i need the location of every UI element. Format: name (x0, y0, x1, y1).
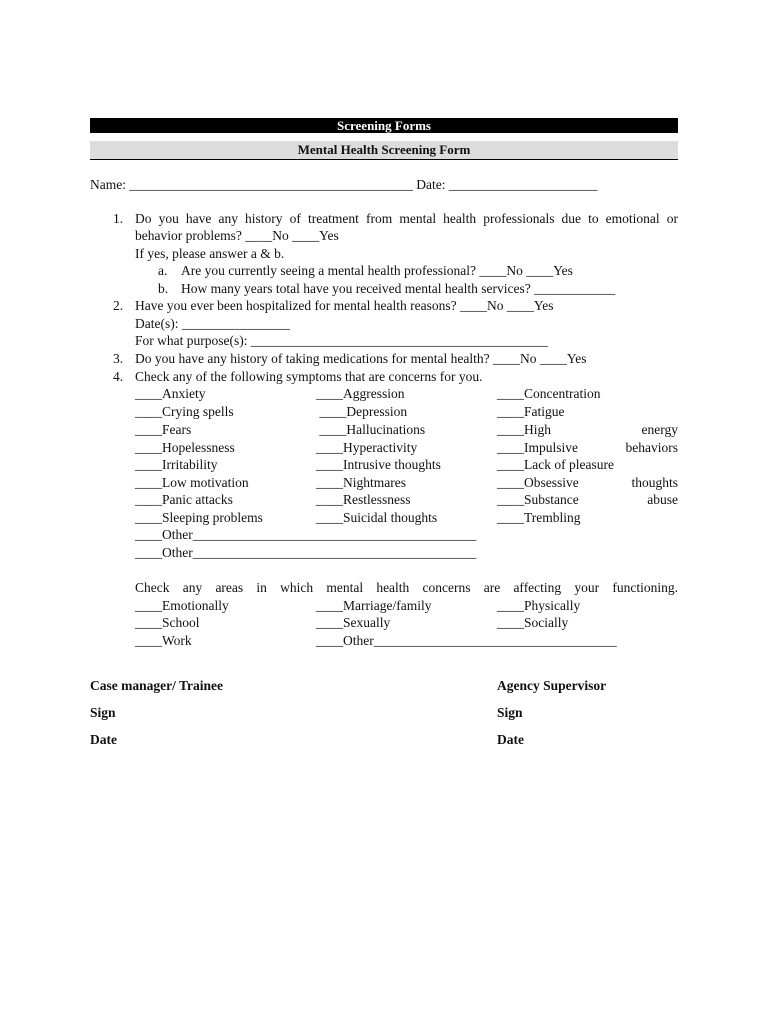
area-socially: ____Socially (497, 615, 569, 630)
symptom-irritability: ____Irritability (135, 457, 218, 472)
symptom-other-2: ____Other__________________________________________ (135, 545, 477, 560)
q1b-label: b. (158, 281, 169, 296)
section-title-bar (90, 118, 678, 133)
q1b-text: How many years total have you received mental health services? ____________ (181, 281, 616, 296)
area-other: ____Other____________________________________ (316, 633, 617, 648)
q4-number: 4. (113, 369, 124, 384)
symptom-nightmares: ____Nightmares (316, 475, 406, 490)
q1-text-line2: behavior problems? ____No ____Yes (135, 228, 339, 243)
q2-purpose: For what purpose(s): ____________________________________________ (135, 333, 548, 348)
symptom-substance-abuse: ____Substance abuse (497, 492, 678, 507)
symptom-depression: ____Depression (316, 404, 408, 419)
form-title: Mental Health Screening Form (297, 142, 471, 157)
q2-text: Have you ever been hospitalized for mental health reasons? ____No ____Yes (135, 298, 554, 313)
agency-supervisor-date: Date (497, 732, 524, 747)
q1-if-yes: If yes, please answer a & b. (135, 246, 285, 261)
q1-number: 1. (113, 211, 124, 226)
section-title: Screening Forms (337, 118, 431, 133)
symptom-high-energy: ____High energy (497, 422, 678, 437)
q4-text: Check any of the following symptoms that are concerns for you. (135, 369, 483, 384)
q1-text-line1: Do you have any history of treatment from mental health professionals due to emotional or (135, 211, 678, 226)
case-manager-sign: Sign (90, 705, 116, 720)
agency-supervisor-sign: Sign (497, 705, 523, 720)
q2-number: 2. (113, 298, 124, 313)
symptom-panic-attacks: ____Panic attacks (135, 492, 233, 507)
case-manager-title: Case manager/ Trainee (90, 678, 223, 693)
symptom-fears: ____Fears (135, 422, 192, 437)
agency-supervisor-title: Agency Supervisor (497, 678, 607, 693)
symptom-concentration: ____Concentration (497, 386, 601, 401)
case-manager-date: Date (90, 732, 117, 747)
symptom-fatigue: ____Fatigue (497, 404, 565, 419)
area-work: ____Work (135, 633, 192, 648)
symptom-lack-of-pleasure: ____Lack of pleasure (497, 457, 614, 472)
area-physically: ____Physically (497, 598, 581, 613)
symptom-hallucinations: ____Hallucinations (316, 422, 426, 437)
symptom-trembling: ____Trembling (497, 510, 581, 525)
area-emotionally: ____Emotionally (135, 598, 229, 613)
symptom-suicidal-thoughts: ____Suicidal thoughts (316, 510, 438, 525)
symptom-other-1: ____Other__________________________________________ (135, 527, 477, 542)
area-marriage-family: ____Marriage/family (316, 598, 432, 613)
form-title-bar (90, 141, 678, 160)
name-date-line: Name: __________________________________________ Date: ______________________ (90, 177, 598, 192)
areas-intro: Check any areas in which mental health concerns are affecting your functioning. (135, 580, 678, 595)
symptom-low-motivation: ____Low motivation (135, 475, 249, 490)
q1a-text: Are you currently seeing a mental health professional? ____No ____Yes (181, 263, 573, 278)
symptom-intrusive-thoughts: ____Intrusive thoughts (316, 457, 441, 472)
symptom-impulsive-behaviors: ____Impulsive behaviors (497, 440, 678, 455)
q3-text: Do you have any history of taking medications for mental health? ____No ____Yes (135, 351, 587, 366)
symptom-hopelessness: ____Hopelessness (135, 440, 235, 455)
symptom-anxiety: ____Anxiety (135, 386, 206, 401)
area-sexually: ____Sexually (316, 615, 391, 630)
symptom-crying-spells: ____Crying spells (135, 404, 234, 419)
symptom-restlessness: ____Restlessness (316, 492, 411, 507)
q3-number: 3. (113, 351, 124, 366)
symptom-sleeping-problems: ____Sleeping problems (135, 510, 263, 525)
q2-dates: Date(s): ________________ (135, 316, 290, 331)
symptom-aggression: ____Aggression (316, 386, 405, 401)
q1a-label: a. (158, 263, 168, 278)
symptom-hyperactivity: ____Hyperactivity (316, 440, 418, 455)
symptom-obsessive-thoughts: ____Obsessive thoughts (497, 475, 678, 490)
area-school: ____School (135, 615, 200, 630)
